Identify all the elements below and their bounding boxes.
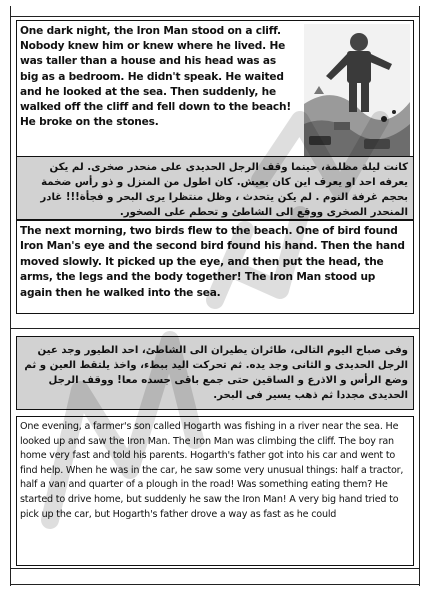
frame-left-border	[10, 6, 11, 586]
paragraph-2-arabic: وفى صباح اليوم التالى، طائران يطيران الى الشاطئ، احد الطيور وجد عين الرجل الحديدى و الثانى وجد يده. ثم تحركت اليد ببطء، واخذ يلتقط العين و ثم وضع الرأس و الاذرع و الساقين حتى جمع باقى جسده معا! ووقف الرجل الحديدى مجددا ثم ذهب يسير فى البحر.	[17, 337, 413, 409]
frame-bottom-rule	[10, 584, 420, 585]
paragraph-2-english: The next morning, two birds flew to the beach. One of bird found Iron Man's eye and the second bird found his hand. Then the hand moved slowly. It picked up the eye, and then put the head, the arms, the legs and the body together! The Iron Man stood up again then he walked into the sea.	[20, 225, 405, 299]
paragraph-1-arabic: كانت ليلة مظلمة، حينما وقف الرجل الحديدى على منحدر صخرى. لم يكن يعرفه احد او يعرف اين كان يعيش. كان اطول من المنزل و ذو رأس ضخمة بحجم غرفة النوم . لم يكن يتحدث ، وظل منتظرا يرى البحر و فجأة!!! غادر المنحدر الصخرى ووقع الى الشاطئ و تحطم على الصخور.	[17, 157, 413, 219]
story-paragraph-2	[16, 220, 414, 314]
story-paragraph-1	[16, 20, 414, 160]
paragraph-3-english: One evening, a farmer's son called Hogarth was fishing in a river near the sea. He looked up and saw the Iron Man. The Iron Man was climbing the cliff. The boy ran home very fast and told his parents. Hogarth's father got into his car and went to find help. When he was in the car, he saw some very unusual things: half a tractor, half a van and quarter of a plough in the road! Was something eating them? He started to drive home, but suddenly he saw the Iron Man! A very big hand tried to pick up the car, but Hogarth's father drove a way as fast as he could	[20, 421, 404, 520]
iron-man-illustration	[304, 24, 410, 156]
paragraph-1-english: One dark night, the Iron Man stood on a cliff. Nobody knew him or knew where he lived. He was taller than a house and his head was as big as a bedroom. He didn't speak. He waited and he looked at the sea. Then suddenly, he walked off the cliff and fell down to the beach! He broke on the stones.	[20, 25, 291, 129]
translation-paragraph-2	[16, 336, 414, 410]
frame-top-rule	[10, 16, 420, 17]
translation-paragraph-1	[16, 156, 414, 220]
story-paragraph-3	[16, 416, 414, 566]
frame-right-border	[419, 6, 420, 586]
page-frame	[10, 6, 420, 586]
divider-rule	[10, 568, 420, 569]
divider-rule	[10, 328, 420, 329]
